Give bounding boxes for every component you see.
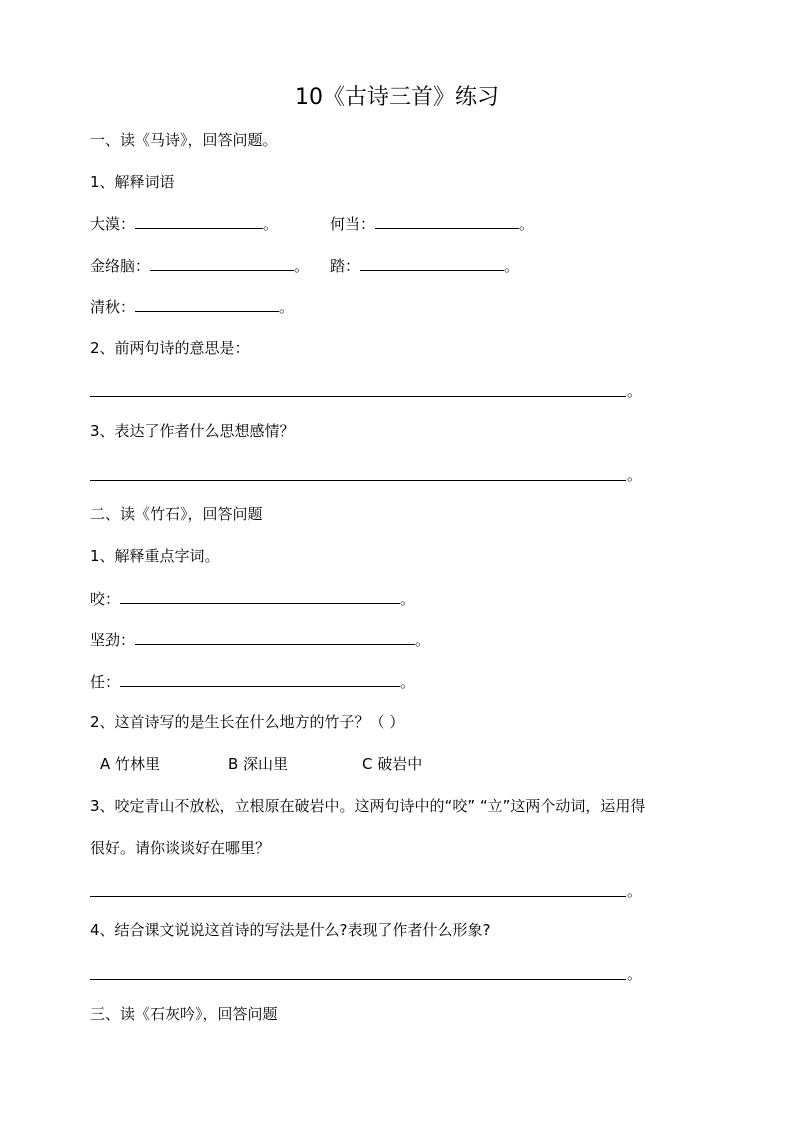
s2-q4-label: 4、结合课文说说这首诗的写法是什么?表现了作者什么形象? (90, 921, 491, 939)
term-label: 大漠： (90, 215, 136, 233)
s1-q3-answer-line[interactable] (90, 480, 626, 481)
answer-blank[interactable] (135, 296, 279, 312)
section-1-heading: 一、读《马诗》，回答问题。 (90, 131, 278, 149)
term-label: 何当： (330, 215, 376, 233)
answer-blank[interactable] (120, 588, 400, 604)
page-title: 10《古诗三首》练习 (295, 85, 499, 110)
s1-term-qingqiu (90, 296, 294, 317)
term-label: 任： (90, 673, 121, 691)
term-end: 。 (400, 673, 416, 691)
term-end: 。 (415, 631, 431, 649)
answer-blank[interactable] (120, 671, 400, 687)
s2-q1-label: 1、解释重点字词。 (90, 547, 220, 565)
s1-q3-end: 。 (627, 466, 643, 484)
s2-q4-end: 。 (627, 965, 643, 983)
term-label: 清秋： (90, 298, 136, 316)
term-end: 。 (519, 215, 535, 233)
term-end: 。 (504, 257, 520, 275)
s1-q1-label: 1、解释词语 (90, 173, 175, 191)
s1-q3-label: 3、表达了作者什么思想感情？ (90, 422, 295, 440)
term-label: 金络脑： (90, 257, 151, 275)
answer-blank[interactable] (135, 213, 263, 229)
s1-term-jinluonao (90, 255, 309, 276)
s1-term-ta (330, 255, 519, 276)
term-label: 踏： (330, 257, 361, 275)
option-b[interactable]: B 深山里 (228, 755, 289, 773)
s2-q3-line2: 很好。请你谈谈好在哪里？ (90, 839, 271, 857)
s2-term-yao (90, 588, 415, 609)
s2-q2-label: 2、这首诗写的是生长在什么地方的竹子？（ ） (90, 713, 405, 731)
s2-q3-answer-line[interactable] (90, 896, 626, 897)
s1-q2-end: 。 (627, 382, 643, 400)
option-c[interactable]: C 破岩中 (362, 755, 423, 773)
section-3-heading: 三、读《石灰吟》，回答问题 (90, 1005, 278, 1023)
answer-blank[interactable] (375, 213, 519, 229)
term-end: 。 (263, 215, 279, 233)
answer-blank[interactable] (360, 255, 504, 271)
term-label: 坚劲： (90, 631, 136, 649)
s2-term-jianjin (90, 629, 430, 650)
s1-q2-label: 2、前两句诗的意思是： (90, 339, 250, 357)
s2-q3-line1: 3、咬定青山不放松，立根原在破岩中。这两句诗中的“咬” “立”这两个动词，运用得 (90, 797, 646, 815)
s2-term-ren (90, 671, 415, 692)
s1-q2-answer-line[interactable] (90, 396, 626, 397)
term-end: 。 (279, 298, 295, 316)
answer-blank[interactable] (150, 255, 294, 271)
s2-q3-end: 。 (627, 882, 643, 900)
term-end: 。 (294, 257, 310, 275)
section-2-heading: 二、读《竹石》，回答问题 (90, 505, 263, 523)
answer-blank[interactable] (135, 629, 415, 645)
s1-term-damo (90, 213, 278, 234)
option-a[interactable]: A 竹林里 (100, 755, 161, 773)
s1-term-hedang (330, 213, 534, 234)
s2-q4-answer-line[interactable] (90, 979, 626, 980)
term-end: 。 (400, 590, 416, 608)
term-label: 咬： (90, 590, 121, 608)
